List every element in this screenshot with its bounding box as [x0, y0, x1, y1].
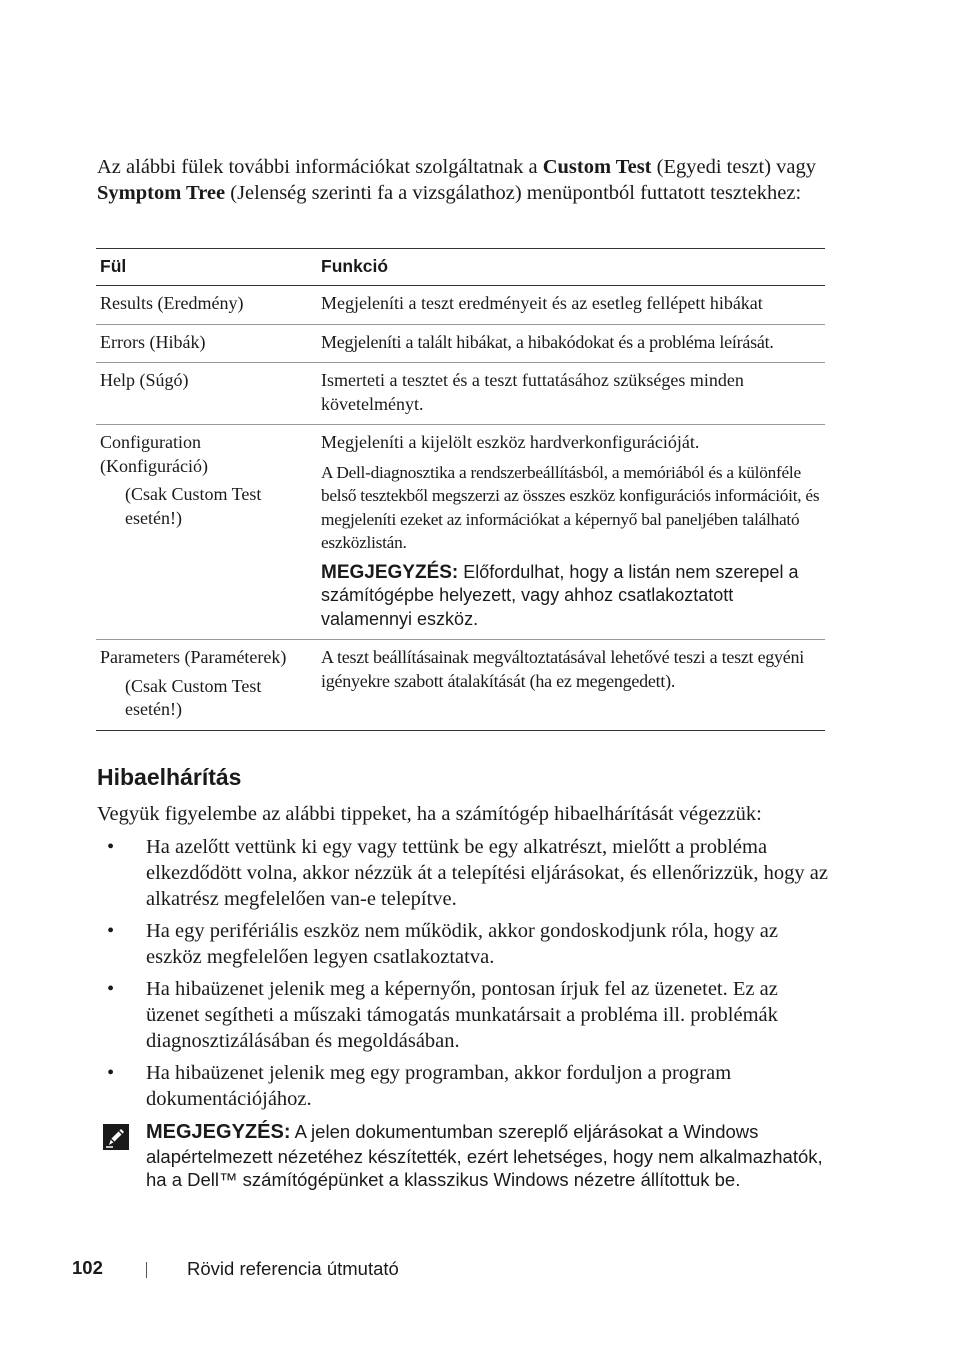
note-block: [97, 1120, 827, 1192]
table-row: [96, 363, 825, 425]
function-cell: Megjeleníti a teszt eredményeit és az esetleg fellépett hibákat: [317, 286, 825, 325]
bullet: •: [107, 920, 115, 942]
footer-separator: [146, 1262, 147, 1278]
tab-name-cell: [96, 425, 317, 640]
note-body: A jelen dokumentumban szereplő eljárásokat a Windows alapértelmezett nézetéhez készítették, ezért lehetséges, hogy nem alkalmazhatók, ha a Dell™ számítógépünket a klasszikus Windows nézetre állítottuk be.: [146, 1121, 823, 1190]
bullet: •: [107, 1062, 115, 1084]
function-cell: [317, 425, 825, 640]
function-detail: [321, 461, 821, 555]
inline-note-text: Előfordulhat, hogy a listán nem szerepel a számítógépbe helyezett, vagy ahhoz csatlakoztatott valamennyi eszköz.: [321, 561, 799, 629]
table-row: [96, 425, 825, 640]
page-footer: [0, 1257, 954, 1281]
table-header-row: [96, 249, 825, 286]
function-cell: A teszt beállításainak megváltoztatásával lehetővé teszi a teszt egyéni igényekre szabott átalakítását (ha ez megengedett).: [317, 640, 825, 731]
function-cell: Megjeleníti a talált hibákat, a hibakódokat és a probléma leírását.: [317, 324, 825, 363]
tab-condition: (Csak Custom Test esetén!): [125, 675, 262, 719]
bullet: •: [107, 836, 115, 858]
header-function: Funkció: [317, 249, 825, 286]
intro-text-post: (Jelenség szerinti fa a vizsgálathoz) menüpontból futtatott tesztekhez:: [225, 181, 802, 204]
bullet: •: [107, 978, 115, 1000]
function-text: Megjeleníti a kijelölt eszköz hardverkonfigurációját.: [321, 432, 700, 452]
footer-title: Rövid referencia útmutató: [187, 1258, 399, 1279]
tab-name: Configuration (Konfiguráció): [100, 432, 208, 476]
tab-name: Parameters (Paraméterek): [100, 647, 287, 667]
tabs-function-table: [96, 248, 825, 731]
page-number: 102: [72, 1257, 103, 1278]
intro-text-pre: Az alábbi fülek további információkat szolgáltatnak a: [97, 156, 543, 178]
note-pencil-icon: [103, 1124, 129, 1150]
tips-list: [97, 834, 832, 1118]
custom-test-term: Custom Test: [542, 156, 652, 178]
list-item: [97, 834, 832, 912]
table-row: [96, 640, 825, 731]
table-row: [96, 324, 825, 363]
header-tab: Fül: [96, 249, 317, 286]
note-text: [146, 1120, 827, 1192]
section-lead: Vegyük figyelembe az alábbi tippeket, ha a számítógép hibaelhárítását végezzük:: [97, 803, 762, 825]
tab-name-cell: [96, 640, 317, 731]
tab-name-cell: Results (Eredmény): [96, 286, 317, 325]
table-row: [96, 286, 825, 325]
intro-paragraph: [97, 155, 827, 206]
note-label: MEGJEGYZÉS:: [146, 1121, 291, 1143]
inline-note-label: MEGJEGYZÉS:: [321, 561, 459, 583]
function-detail-text: A Dell-diagnosztika a rendszerbeállításból, a memóriából és a különféle belső tesztekből megszerzi az összes eszköz konfigurációs információit, és megjeleníti ezeket az információkat a képernyő bal paneljében található eszközlistán.: [321, 462, 820, 552]
list-item: [97, 918, 832, 970]
symptom-tree-term: Symptom Tree: [97, 181, 226, 204]
list-item: [97, 976, 832, 1054]
tip-text: Ha egy perifériális eszköz nem működik, akkor gondoskodjunk róla, hogy az eszköz megfelelően legyen csatlakoztatva.: [146, 920, 778, 968]
inline-note: [321, 561, 821, 632]
section-title: Hibaelhárítás: [97, 764, 242, 790]
tab-name-cell: Help (Súgó): [96, 363, 317, 425]
tab-condition: (Csak Custom Test esetén!): [125, 484, 262, 528]
tab-name-cell: Errors (Hibák): [96, 324, 317, 363]
tip-text: Ha hibaüzenet jelenik meg a képernyőn, pontosan írjuk fel az üzenetet. Ez az üzenet segítheti a műszaki támogatás munkatársait a probléma ill. problémák diagnosztizálásában és megoldásában.: [146, 978, 778, 1052]
list-item: [97, 1060, 832, 1112]
tip-text: Ha hibaüzenet jelenik meg egy programban, akkor forduljon a program dokumentációjához.: [146, 1062, 732, 1110]
tip-text: Ha azelőtt vettünk ki egy vagy tettünk be egy alkatrészt, mielőtt a probléma elkezdődött volna, akkor nézzük át a telepítési eljárásokat, és ellenőrizzük, hogy az alkatrész megfelelően van-e telepítve.: [146, 836, 828, 910]
intro-text-mid: (Egyedi teszt) vagy: [651, 156, 817, 178]
function-cell: Ismerteti a tesztet és a teszt futtatásához szükséges minden követelményt.: [317, 363, 825, 425]
